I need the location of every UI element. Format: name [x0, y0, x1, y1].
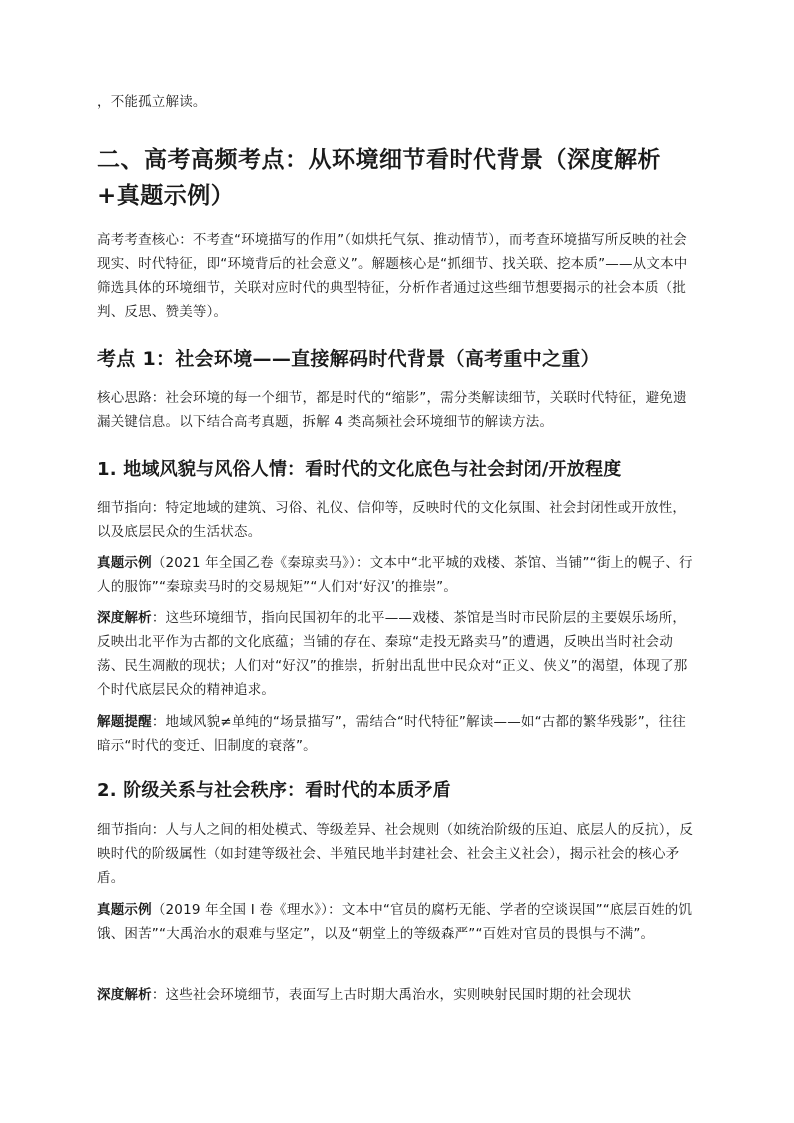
analysis-text: ：这些环境细节，指向民国初年的北平——戏楼、茶馆是当时市民阶层的主要娱乐场所，反映出北平作为古都的文化底蕴；当铺的存在、秦琼“走投无路卖马”的遭遇，反映出当时社会动荡、民生凋敝的现状；人们对“好汉”的推崇，折射出乱世中民众对“正义、侠义”的渴望，体现了那个时代底层民众的精神追求。	[97, 610, 688, 698]
subsection-1-example	[97, 551, 697, 599]
example-label: 真题示例	[97, 555, 152, 571]
point-1-intro: 核心思路：社会环境的每一个细节，都是时代的“缩影”，需分类解读细节，关联时代特征，避免遗漏关键信息。以下结合高考真题，拆解 4 类高频社会环境细节的解读方法。	[97, 390, 687, 430]
subsection-1-detail: 细节指向：特定地域的建筑、习俗、礼仪、信仰等，反映时代的文化氛围、社会封闭性或开放性，以及底层民众的生活状态。	[97, 500, 687, 540]
analysis-label: 深度解析	[97, 987, 152, 1003]
subsection-1-analysis	[97, 606, 697, 702]
section-2-intro: 高考考查核心：不考查“环境描写的作用”（如烘托气氛、推动情节），而考查环境描写所反映的社会现实、时代特征，即“环境背后的社会意义”。解题核心是“抓细节、找关联、挖本质”——从文本中筛选具体的环境细节，关联对应时代的典型特征，分析作者通过这些细节想要揭示的社会本质（批判、反思、赞美等）。	[97, 232, 688, 320]
subsection-2-detail: 细节指向：人与人之间的相处模式、等级差异、社会规则（如统治阶级的压迫、底层人的反抗），反映时代的阶级属性（如封建等级社会、半殖民地半封建社会、社会主义社会），揭示社会的核心矛盾。	[97, 822, 694, 886]
subsection-2-heading: 2. 阶级关系与社会秩序：看时代的本质矛盾	[97, 780, 451, 801]
lead-tail-text: ，不能孤立解读。	[97, 94, 207, 110]
example-label: 真题示例	[97, 902, 152, 918]
subsection-1-heading: 1. 地域风貌与风俗人情：看时代的文化底色与社会封闭/开放程度	[97, 459, 622, 480]
example-text: （2021 年全国乙卷《秦琼卖马》）：文本中“北平城的戏楼、茶馆、当铺”“街上的幌子、行人的服饰”“秦琼卖马时的交易规矩”“人们对‘好汉’的推崇”。	[97, 555, 693, 595]
analysis-label: 深度解析	[97, 610, 152, 626]
tip-label: 解题提醒	[97, 714, 152, 730]
subsection-1-tip	[97, 710, 697, 758]
example-text: （2019 年全国 I 卷《理水》）：文本中“官员的腐朽无能、学者的空谈误国”“底层百姓的饥饿、困苦”“大禹治水的艰难与坚定”，以及“朝堂上的等级森严”“百姓对官员的畏惧与不满”。	[97, 902, 693, 942]
tip-text: ：地域风貌≠单纯的“场景描写”，需结合“时代特征”解读——如“古都的繁华残影”，往往暗示“时代的变迁、旧制度的衰落”。	[97, 714, 686, 754]
subsection-2-example	[97, 898, 697, 946]
analysis-text: ：这些社会环境细节，表面写上古时期大禹治水，实则映射民国时期的社会现状	[151, 987, 632, 1003]
section-2-heading: 二、高考高频考点：从环境细节看时代背景（深度解析+真题示例）	[97, 147, 661, 209]
subsection-2-analysis	[97, 983, 697, 1007]
point-1-heading: 考点 1：社会环境——直接解码时代背景（高考重中之重）	[97, 348, 600, 370]
